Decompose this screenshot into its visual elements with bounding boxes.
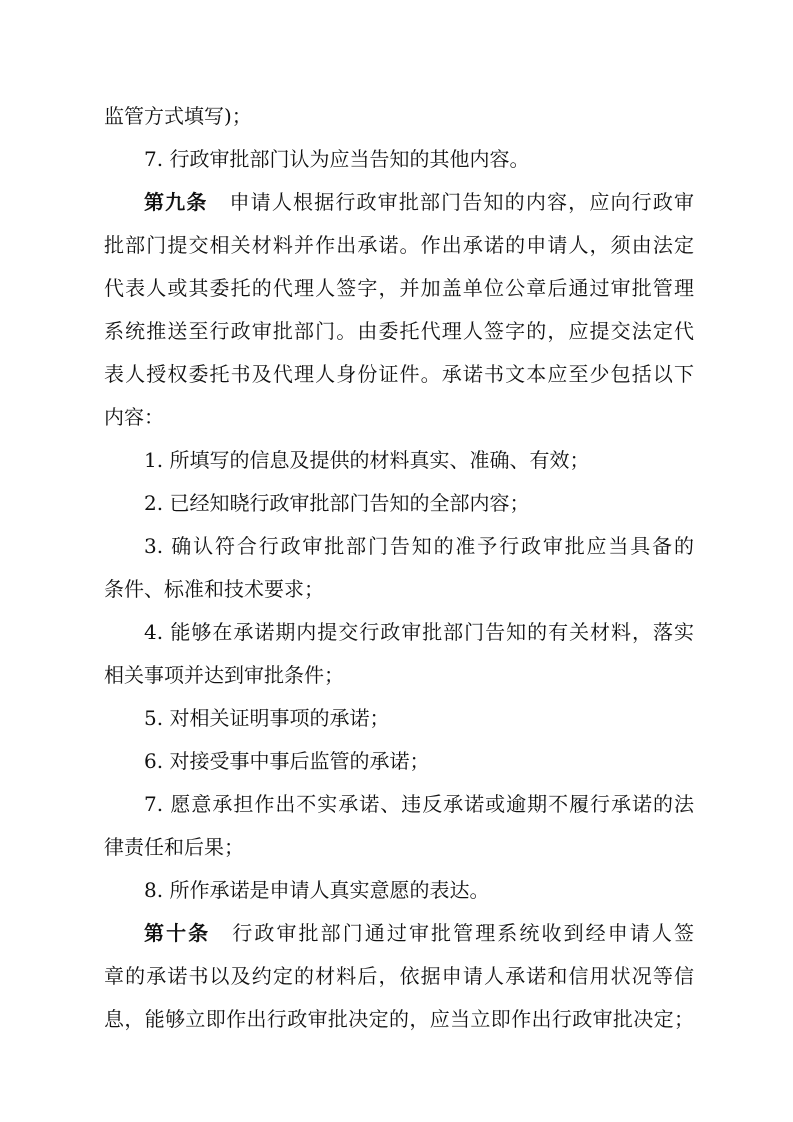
line-text: 1. 所填写的信息及提供的材料真实、准确、有效； xyxy=(144,448,590,472)
line-text: 2. 已经知晓行政审批部门告知的全部内容； xyxy=(144,491,530,515)
text-line xyxy=(104,319,694,343)
text-line xyxy=(104,1007,694,1031)
line-text: 表人授权委托书及代理人身份证件。承诺书文本应至少包括以下 xyxy=(104,362,694,386)
text-line xyxy=(104,405,694,429)
article-number: 第九条 xyxy=(144,190,208,214)
line-text: 7. 愿意承担作出不实承诺、违反承诺或逾期不履行承诺的法 xyxy=(144,792,694,816)
line-text: 相关事项并达到审批条件； xyxy=(104,663,344,687)
list-item xyxy=(104,878,694,902)
list-item xyxy=(104,749,694,773)
list-item xyxy=(104,620,694,644)
list-item xyxy=(104,706,694,730)
text-line xyxy=(104,835,694,859)
list-item xyxy=(104,534,694,558)
list-item xyxy=(104,448,694,472)
article-heading-line xyxy=(104,190,694,214)
line-text: 系统推送至行政审批部门。由委托代理人签字的，应提交法定代 xyxy=(104,319,694,343)
text-line xyxy=(104,577,694,601)
line-text: 申请人根据行政审批部门告知的内容，应向行政审 xyxy=(229,190,694,214)
line-text: 批部门提交相关材料并作出承诺。作出承诺的申请人，须由法定 xyxy=(104,233,694,257)
article-number: 第十条 xyxy=(144,921,211,945)
line-text: 息，能够立即作出行政审批决定的，应当立即作出行政审批决定； xyxy=(104,1007,694,1031)
line-text: 代表人或其委托的代理人签字，并加盖单位公章后通过审批管理 xyxy=(104,276,694,300)
line-text: 3. 确认符合行政审批部门告知的准予行政审批应当具备的 xyxy=(144,534,694,558)
line-text: 条件、标准和技术要求； xyxy=(104,577,324,601)
list-item xyxy=(104,147,694,171)
line-text: 7. 行政审批部门认为应当告知的其他内容。 xyxy=(144,147,530,171)
line-text: 监管方式填写)； xyxy=(104,104,252,128)
list-item xyxy=(104,792,694,816)
line-text: 内容： xyxy=(104,405,164,429)
text-line xyxy=(104,233,694,257)
text-line xyxy=(104,964,694,988)
text-line xyxy=(104,362,694,386)
line-text: 5. 对相关证明事项的承诺； xyxy=(144,706,390,730)
line-text: 章的承诺书以及约定的材料后，依据申请人承诺和信用状况等信 xyxy=(104,964,694,988)
article-heading-line xyxy=(104,921,694,945)
line-text: 8. 所作承诺是申请人真实意愿的表达。 xyxy=(144,878,490,902)
line-text: 6. 对接受事中事后监管的承诺； xyxy=(144,749,430,773)
line-text: 行政审批部门通过审批管理系统收到经申请人签 xyxy=(232,921,694,945)
line-text: 4. 能够在承诺期内提交行政审批部门告知的有关材料，落实 xyxy=(144,620,694,644)
text-line xyxy=(104,663,694,687)
list-item xyxy=(104,491,694,515)
line-text: 律责任和后果； xyxy=(104,835,244,859)
text-line xyxy=(104,104,254,128)
text-line xyxy=(104,276,694,300)
